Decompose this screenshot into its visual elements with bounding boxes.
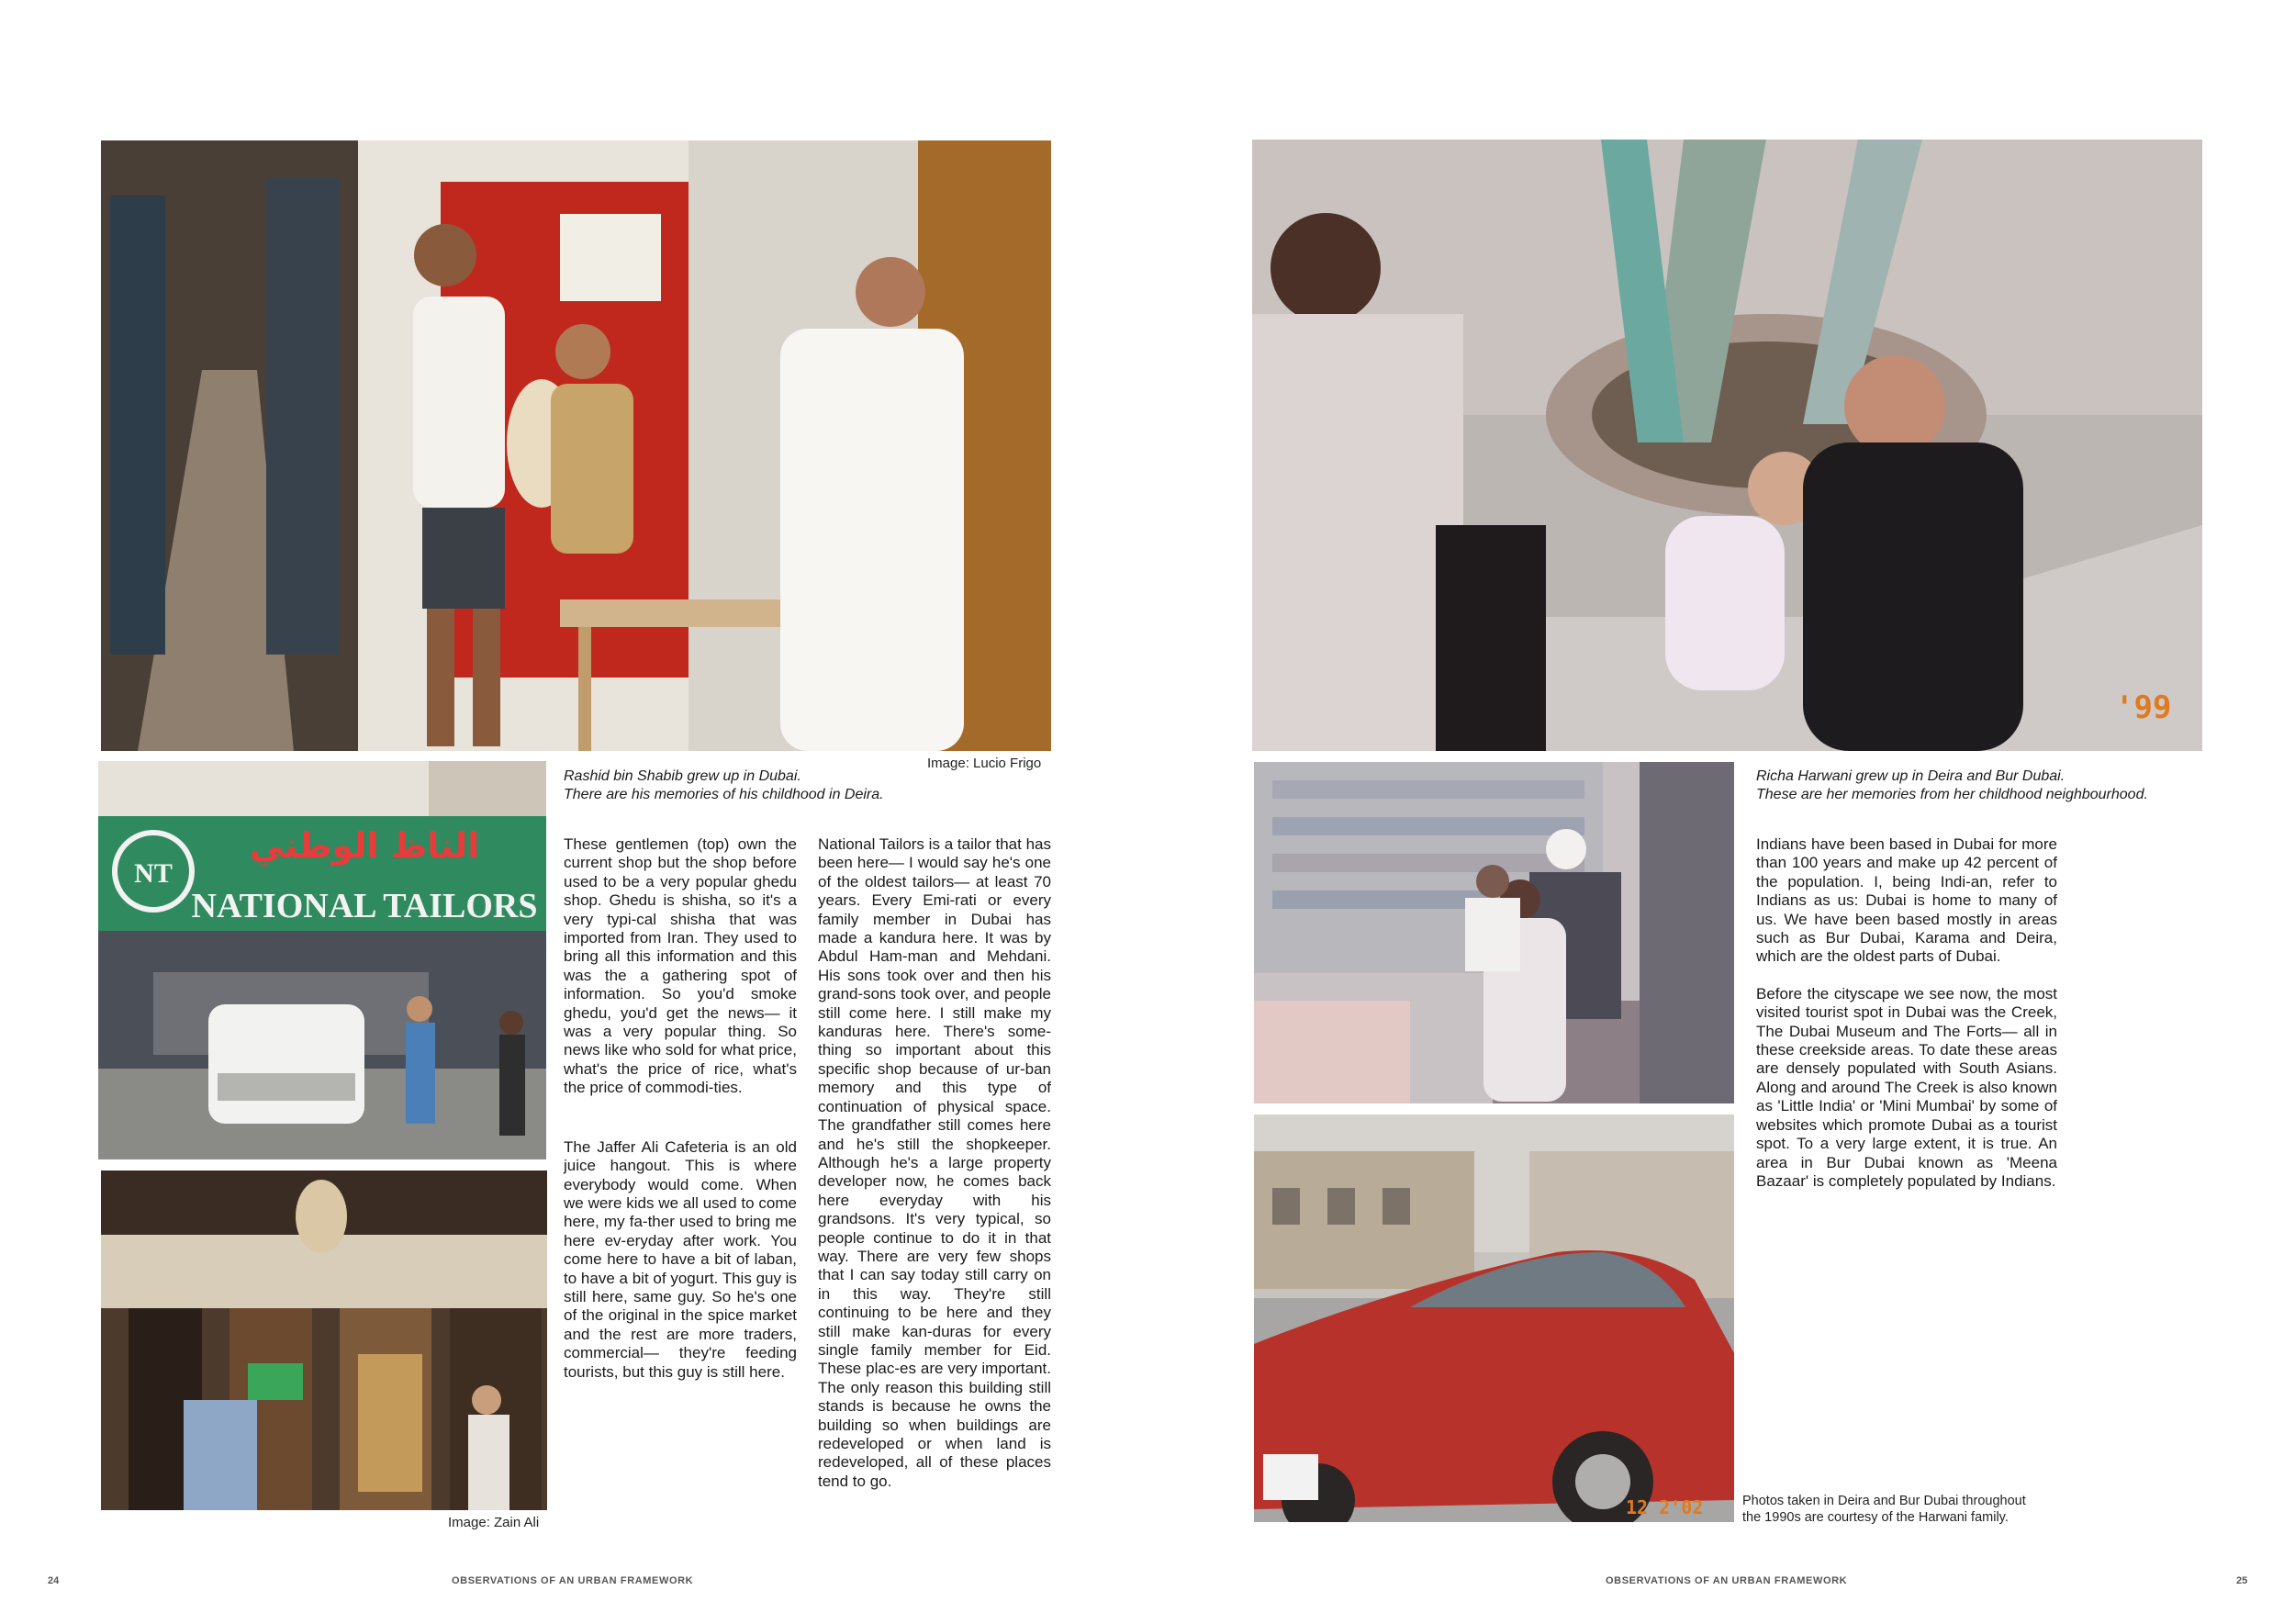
national-tailors-sign-text: NATIONAL TAILORS <box>191 887 538 925</box>
right-photo-credit: Photos taken in Deira and Bur Dubai throughout the 1990s are courtesy of the Harwani family. <box>1742 1494 2026 1525</box>
photo-jaffer-ali-cafeteria <box>101 1170 547 1510</box>
right-body-text <box>1756 835 2057 1209</box>
photo-family-park-1999 <box>1252 140 2202 751</box>
left-page-number: 24 <box>48 1575 60 1586</box>
photo-shop-interior <box>1254 762 1734 1103</box>
svg-text:NT: NT <box>134 858 173 889</box>
left-footer-title: OBSERVATIONS OF AN URBAN FRAMEWORK <box>452 1575 694 1586</box>
column1-paragraph-2: The Jaffer Ali Cafeteria is an old juice hangout. This is where everybody would come. When we were kids we all used to come here, my fa-ther used to bring me here ev-eryday after work. You come here to have a bit of laban, to have a bit of yogurt. This guy is still here, same guy. So he's one of the original in the spice market and the rest are more traders, commercial— they're feeding tourists, but this guy is still here. <box>564 1137 797 1381</box>
left-intro-caption: Rashid bin Shabib grew up in Dubai. There are his memories of his childhood in Deira. <box>564 768 884 802</box>
column2-paragraph: National Tailors is a tailor that has been here— I would say he's one of the oldest tailors— at least 70 years. Every Emi-rati or every family member in Dubai has made a kandura here. It was by Abdul Ham-man and Mehdani. His sons took over and then his grand-sons took over, and people still come here. I still make my kanduras here. There's some-thing so important about this specific shop because of ur-ban memory and this type of continuation of physical space. The grandfather still comes here and he's still the shopkeeper. Although he's a large property developer now, he comes back here everyday with his grandsons. It's very typical, so people continue to do it in that way. There are very few shops that I can say today still carry on in this way. They're still continuing to be here and they still make kan-duras for every single family member for Eid. These plac-es are very important. The only reason this building still stands is because he owns the building so when buildings are redeveloped or when land is redeveloped, all of these places tend to go. <box>818 835 1051 1490</box>
right-paragraph-1: Indians have been based in Dubai for more than 100 years and make up 42 percent of the population. I, being Indi-an, refer to Indians as us: Dubai is home to many of us. We have been based mostly in areas such as Bur Dubai, Karama and Deira, which are the oldest parts of Dubai. <box>1756 835 2057 966</box>
photo-national-tailors <box>98 761 546 1159</box>
left-column-1 <box>564 835 797 1400</box>
right-paragraph-2: Before the cityscape we see now, the most visited tourist spot in Dubai was the Creek, The Dubai Museum and The Forts— all in these creekside areas. To date these areas are densely populated with South Asians. Along and around The Creek is also known as 'Little India' or 'Mini Mumbai' by some of websites which promote Dubai as a tourist spot. To a very large extent, it is true. An area in Bur Dubai known as 'Meena Bazaar' is completely populated by Indians. <box>1756 984 2057 1190</box>
photo-red-car-2002 <box>1254 1114 1734 1522</box>
photo-souk-gentlemen <box>101 140 1051 751</box>
right-page-number: 25 <box>2236 1575 2248 1586</box>
photo-date-stamp-top: '99 <box>2115 689 2172 726</box>
photo-date-stamp-bottom: 12 2'02 <box>1626 1496 1704 1518</box>
column1-paragraph-1: These gentlemen (top) own the current shop but the shop before used to be a very popular ghedu shop. Ghedu is shisha, so it's a very typi-cal shisha that was imported from Iran. They used to bring all this information and this was the a gathering spot of information. So you'd smoke ghedu, you'd get the news— it was a very popular thing. So news like who sold for what price, what's the price of rice, what's the price of commodi-ties. <box>564 835 797 1097</box>
svg-text:الناظ الوطني: الناظ الوطني <box>249 825 480 866</box>
bottom-photo-credit: Image: Zain Ali <box>448 1515 540 1530</box>
right-intro-caption: Richa Harwani grew up in Deira and Bur Dubai. These are her memories from her childhood neighbourhood. <box>1756 768 2148 802</box>
left-column-2 <box>818 835 1051 1509</box>
right-footer-title: OBSERVATIONS OF AN URBAN FRAMEWORK <box>1606 1575 1848 1586</box>
top-photo-credit: Image: Lucio Frigo <box>927 756 1042 771</box>
